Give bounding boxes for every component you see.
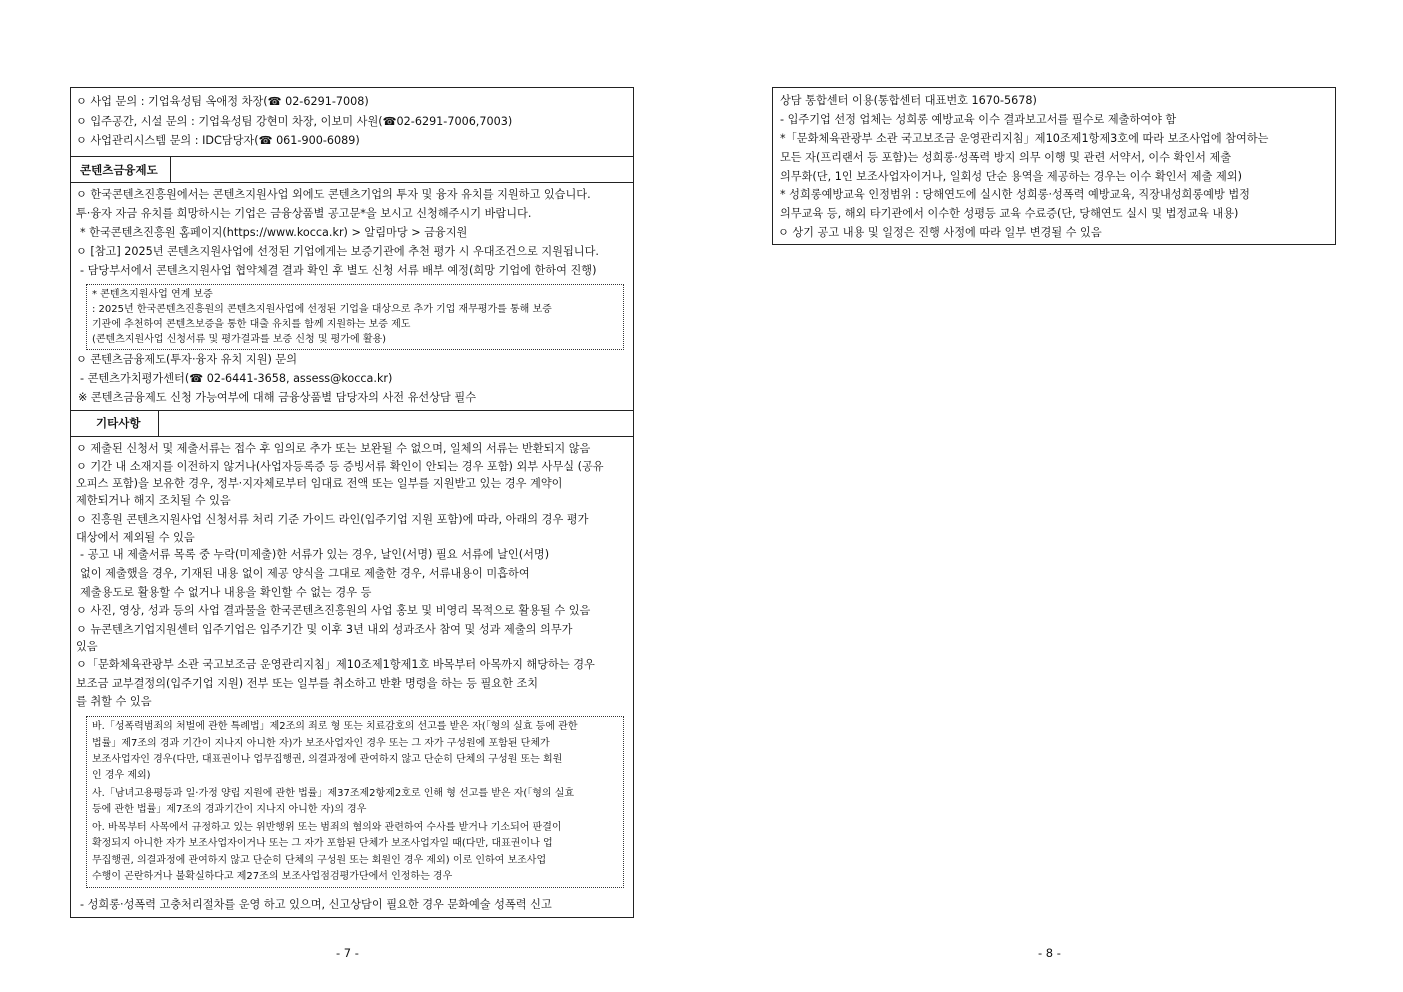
note-line: (콘텐츠지원사업 신청서류 및 평가결과를 보증 신청 및 평가에 활용): [92, 334, 387, 345]
note-line: 바.「성폭력범죄의 처벌에 관한 특례법」제2조의 죄로 형 또는 치료감호의 선고를 받은 자(「형의 실효 등에 관한: [92, 721, 578, 732]
divider: [70, 436, 634, 437]
body-line: * 한국콘텐츠진흥원 홈페이지(https://www.kocca.kr) > 알림마당 > 금융지원: [80, 226, 468, 239]
body-line: - 공고 내 제출서류 목록 중 누락(미제출)한 서류가 있는 경우, 날인(서명) 필요 서류에 날인(서명): [80, 548, 550, 561]
note-line: 등에 관한 법률」제7조의 경과기간이 지나지 아니한 자)의 경우: [92, 804, 367, 815]
body-line: ※ 콘텐츠금융제도 신청 가능여부에 대해 금융상품별 담당자의 사전 유선상담 필수: [78, 391, 477, 404]
note-line: 인 경우 제외): [92, 770, 151, 781]
page-number: - 8 -: [1038, 946, 1061, 960]
body-line: 제한되거나 해지 조치될 수 있음: [76, 494, 231, 507]
body-line: 보조금 교부결정의(입주기업 지원) 전부 또는 일부를 취소하고 반환 명령을 하는 등 필요한 조치: [76, 677, 539, 690]
body-line: 없이 제출했을 경우, 기재된 내용 없이 제공 양식을 그대로 제출한 경우, 서류내용이 미흡하여: [80, 567, 530, 580]
body-line: 의무교육 등, 해외 타기관에서 이수한 성평등 교육 수료증(단, 당해연도 실시 및 법정교육 내용): [780, 207, 1239, 220]
body-line: ㅇ 기간 내 소재지를 이전하지 않거나(사업자등록증 등 증빙서류 확인이 안되는 경우 포함) 외부 사무실 (공유: [76, 460, 604, 473]
body-line: ㅇ 뉴콘텐츠기업지원센터 입주기업은 입주기간 및 이후 3년 내외 성과조사 참여 및 성과 제출의 의무가: [76, 623, 573, 636]
body-line: 제출용도로 활용할 수 없거나 내용을 확인할 수 없는 경우 등: [80, 586, 372, 599]
body-line: 의무화(단, 1인 보조사업자이거나, 일회성 단순 용역을 제공하는 경우는 이수 확인서 제출 제외): [780, 170, 1242, 183]
body-line: * 성희롱예방교육 인정범위 : 당해연도에 실시한 성희롱·성폭력 예방교육, 직장내성희롱예방 법정: [780, 188, 1250, 201]
divider: [70, 156, 634, 157]
body-line: ㅇ 제출된 신청서 및 제출서류는 접수 후 임의로 추가 또는 보완될 수 없으며, 일체의 서류는 반환되지 않음: [76, 442, 591, 455]
note-line: 기관에 추천하여 콘텐츠보증을 통한 대출 유치를 함께 지원하는 보증 제도: [92, 319, 411, 330]
divider: [170, 156, 171, 182]
divider: [70, 182, 634, 183]
body-line: 모든 자(프리랜서 등 포함)는 성희롱·성폭력 방지 의무 이행 및 관련 서약서, 이수 확인서 제출: [780, 151, 1232, 164]
body-line: 있음: [76, 640, 98, 653]
body-line: 상담 통합센터 이용(통합센터 대표번호 1670-5678): [780, 94, 1037, 107]
body-line: - 담당부서에서 콘텐츠지원사업 협약체결 결과 확인 후 별도 신청 서류 배부 예정(희망 기업에 한하여 진행): [80, 264, 597, 277]
body-line: 대상에서 제외될 수 있음: [76, 531, 195, 544]
section-title-finance: 콘텐츠금융제도: [80, 163, 158, 177]
body-line: 를 취할 수 있음: [76, 695, 152, 708]
body-line: 오피스 포함)을 보유한 경우, 정부·지자체로부터 임대료 전액 또는 일부를 지원받고 있는 경우 계약이: [76, 477, 563, 490]
contact-line: ㅇ 입주공간, 시설 문의 : 기업육성팀 강현미 차장, 이보미 사원(☎02-6291-7006,7003): [76, 115, 513, 128]
body-line: - 입주기업 선정 업체는 성희롱 예방교육 이수 결과보고서를 필수로 제출하여야 함: [780, 113, 1177, 126]
contact-line: ㅇ 사업관리시스템 문의 : IDC담당자(☎ 061-900-6089): [76, 134, 360, 147]
note-line: : 2025년 한국콘텐츠진흥원의 콘텐츠지원사업에 선정된 기업을 대상으로 추가 기업 재무평가를 통해 보증: [92, 304, 552, 315]
body-line: ㅇ 콘텐츠금융제도(투자·융자 유치 지원) 문의: [76, 353, 298, 366]
body-line: - 콘텐츠가치평가센터(☎ 02-6441-3658, assess@kocca.kr): [80, 372, 393, 385]
note-line: * 콘텐츠지원사업 연계 보증: [92, 289, 213, 300]
body-line: *「문화체육관광부 소관 국고보조금 운영관리지침」제10조제1항제3호에 따라 보조사업에 참여하는: [780, 132, 1269, 145]
note-line: 법률」제7조의 경과 기간이 지나지 아니한 자)가 보조사업자인 경우 또는 그 자가 구성원에 포함된 단체가: [92, 738, 550, 749]
body-line: 투·융자 자금 유치를 희망하시는 기업은 금융상품별 공고문*을 보시고 신청해주시기 바랍니다.: [76, 207, 532, 220]
body-line: ㅇ 상기 공고 내용 및 일정은 진행 사정에 따라 일부 변경될 수 있음: [778, 226, 1102, 239]
divider: [158, 410, 159, 436]
divider: [70, 410, 634, 411]
body-line: ㅇ [참고] 2025년 콘텐츠지원사업에 선정된 기업에게는 보증기관에 추천 평가 시 우대조건으로 지원됩니다.: [76, 245, 599, 258]
note-line: 확정되지 아니한 자가 보조사업자이거나 또는 그 자가 포함된 단체가 보조사업자일 때(다만, 대표권이나 업: [92, 838, 553, 849]
body-line: ㅇ「문화체육관광부 소관 국고보조금 운영관리지침」제10조제1항제1호 바목부터 아목까지 해당하는 경우: [76, 658, 595, 671]
body-line: ㅇ 한국콘텐츠진흥원에서는 콘텐츠지원사업 외에도 콘텐츠기업의 투자 및 융자 유치를 지원하고 있습니다.: [76, 188, 591, 201]
note-line: 수행이 곤란하거나 불확실하다고 제27조의 보조사업점검평가단에서 인정하는 경우: [92, 871, 453, 882]
note-line: 무집행권, 의결과정에 관여하지 않고 단순히 단체의 구성원 또는 회원인 경우 제외) 이로 인하여 보조사업: [92, 855, 547, 866]
body-line: ㅇ 사진, 영상, 성과 등의 사업 결과물을 한국콘텐츠진흥원의 사업 홍보 및 비영리 목적으로 활용될 수 있음: [76, 604, 591, 617]
page-number: - 7 -: [336, 946, 359, 960]
note-line: 사.「남녀고용평등과 일·가정 양립 지원에 관한 법률」제37조제2항제2호로 인해 형 선고를 받은 자(「형의 실효: [92, 788, 575, 799]
contact-line: ㅇ 사업 문의 : 기업육성팀 옥애정 차장(☎ 02-6291-7008): [76, 95, 369, 108]
body-line: - 성희롱·성폭력 고충처리절차를 운영 하고 있으며, 신고상담이 필요한 경우 문화예술 성폭력 신고: [80, 898, 552, 911]
section-title-misc: 기타사항: [96, 416, 141, 430]
body-line: ㅇ 진흥원 콘텐츠지원사업 신청서류 처리 기준 가이드 라인(입주기업 지원 포함)에 따라, 아래의 경우 평가: [76, 513, 589, 526]
note-line: 아. 바목부터 사목에서 규정하고 있는 위반행위 또는 범죄의 혐의와 관련하여 수사를 받거나 기소되어 판결이: [92, 822, 562, 833]
note-line: 보조사업자인 경우(다만, 대표권이나 업무집행권, 의결과정에 관여하지 않고 단순히 단체의 구성원 또는 회원: [92, 754, 563, 765]
